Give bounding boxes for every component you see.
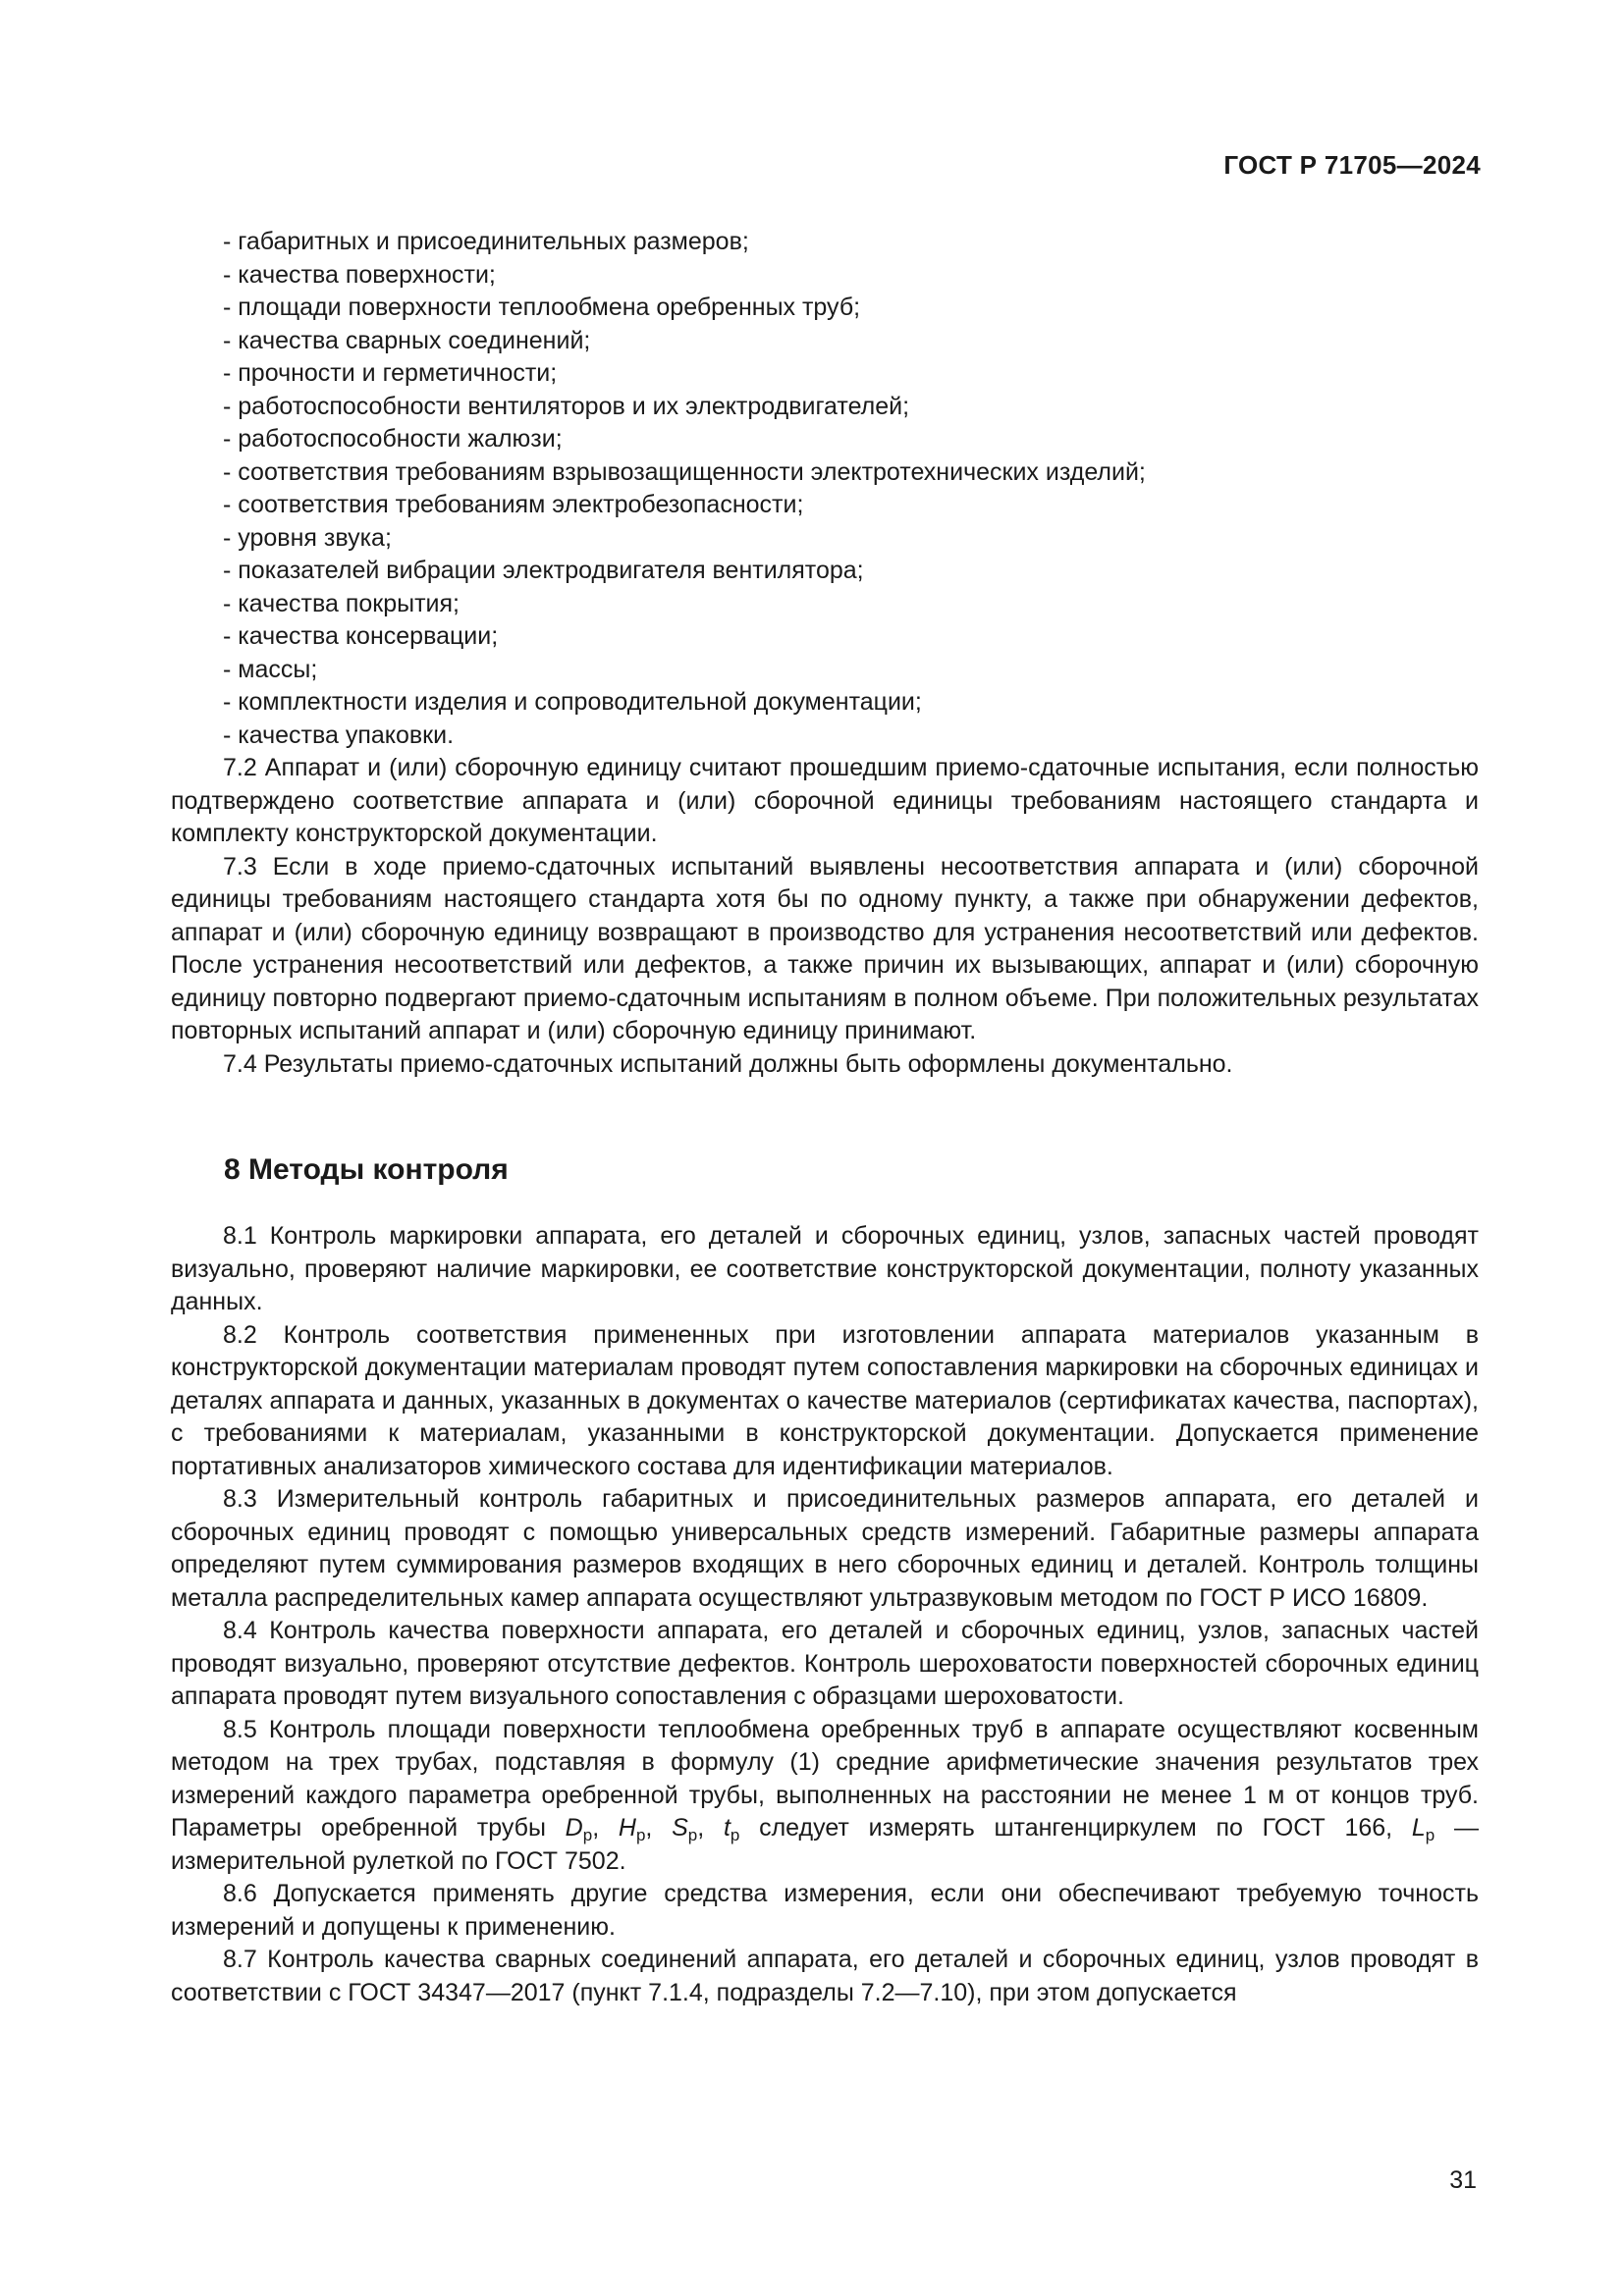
inspection-list [223,226,1480,752]
paragraph-7-3: 7.3 Если в ходе приемо-сдаточных испытаний выявлены несоответствия аппарата и (или) сборочной единицы требованиям настоящего стандарта хотя бы по одному пункту, а также при обнаружении дефектов, аппарат и (или) сборочную единицу возвращают в производство для устранения несоответствий или дефектов. После устранения несоответствий или дефектов, а также причин их вызывающих, аппарат и (или) сборочную единицу повторно подвергают приемо-сдаточным испытаниям в полном объеме. При положительных результатах повторных испытаний аппарат и (или) сборочную единицу принимают. [171,852,1479,1044]
list-item: - качества поверхности; [223,260,496,289]
list-item: - массы; [223,655,318,683]
list-item: - комплектности изделия и сопроводительной документации; [223,688,922,716]
symbol-h: H [618,1814,636,1842]
subscript-p: р [1425,1826,1435,1844]
paragraph-8-6: 8.6 Допускается применять другие средства измерения, если они обеспечивают требуемую точность измерений и допущены к применению. [171,1880,1479,1941]
paragraph-8-7: 8.7 Контроль качества сварных соединений аппарата, его деталей и сборочных единиц, узлов проводят в соответствии с ГОСТ 34347—2017 (пункт 7.1.4, подразделы 7.2—7.10), при этом допускается [171,1946,1479,2006]
list-item: - качества консервации; [223,622,499,650]
subscript-p: р [730,1826,740,1844]
paragraph-8-1: 8.1 Контроль маркировки аппарата, его деталей и сборочных единиц, узлов, запасных частей проводят визуально, проверяют наличие маркировки, ее соответствие конструкторской документации, полноту указанных данных. [171,1222,1479,1315]
list-item: - площади поверхности теплообмена оребренных труб; [223,294,861,321]
list-item: - работоспособности вентиляторов и их электродвигателей; [223,392,910,420]
list-item: - качества покрытия; [223,589,460,617]
symbol-t: t [723,1814,731,1842]
document-header-id: ГОСТ Р 71705—2024 [1223,150,1481,180]
list-item: - соответствия требованиям взрывозащищенности электротехнических изделий; [223,457,1146,486]
paragraph-8-5: 8.5 Контроль площади поверхности теплообмена оребренных труб в аппарате осуществляют косвенным методом на трех трубах, подставляя в формулу (1) средние арифметические значения результатов трех измерений каждого параметра оребренной трубы, выполненных на расстоянии не менее 1 м от концов труб. Параметры оребренной трубы $D_р$, $H_р$, $S_р$, $t_р$ следует измерять штангенциркулем по ГОСТ 166, $L_р$ — измерительной рулеткой по ГОСТ 7502. [171,1715,1479,1875]
section-7-body [171,752,1479,1081]
subscript-p: р [635,1826,646,1844]
list-item: - уровня звука; [223,523,392,552]
paragraph-8-5-text-b: следует измерять штангенциркулем по ГОСТ 166, [759,1814,1393,1842]
paragraph-7-4: 7.4 Результаты приемо-сдаточных испытаний должны быть оформлены документально. [223,1049,1233,1078]
paragraph-8-2: 8.2 Контроль соответствия примененных при изготовлении аппарата материалов указанным в конструкторской документации материалам проводят путем сопоставления маркировки на сборочных единицах и деталях аппарата и данных, указанных в документах о качестве материалов (сертификатах качества, паспортах), с требованиями к материалам, указанными в конструкторской документации. Допускается применение портативных анализаторов химического состава для идентификации материалов. [171,1320,1479,1480]
paragraph-8-4: 8.4 Контроль качества поверхности аппарата, его деталей и сборочных единиц, узлов, запасных частей проводят визуально, проверяют отсутствие дефектов. Контроль шероховатости поверхностей сборочных единиц аппарата проводят путем визуального сопоставления с образцами шероховатости. [171,1617,1479,1710]
paragraph-8-5-text-c: — измерительной рулеткой по ГОСТ 7502. [171,1814,1479,1875]
list-item: - качества сварных соединений; [223,326,591,354]
subscript-p: р [582,1826,593,1844]
list-item: - габаритных и присоединительных размеров; [223,228,749,255]
paragraph-8-5-text-a: 8.5 Контроль площади поверхности теплообмена оребренных труб в аппарате осуществляют косвенным методом на трех трубах, подставляя в формулу (1) средние арифметические значения результатов трех измерений каждого параметра оребренной трубы, выполненных на расстоянии не менее 1 м от концов труб. Параметры оребренной трубы [171,1715,1479,1842]
subscript-p: р [687,1826,698,1844]
list-item: - соответствия требованиям электробезопасности; [223,491,804,518]
section-8-body [171,1220,1479,2009]
symbol-l: L [1411,1814,1426,1842]
paragraph-7-2: 7.2 Аппарат и (или) сборочную единицу считают прошедшим приемо-сдаточные испытания, если полностью подтверждено соответствие аппарата и (или) сборочной единицы требованиям настоящего стандарта и комплекту конструкторской документации. [171,754,1479,847]
section-8-heading: 8 Методы контроля [224,1153,509,1186]
paragraph-8-3: 8.3 Измерительный контроль габаритных и присоединительных размеров аппарата, его деталей и сборочных единиц проводят с помощью универсальных средств измерений. Габаритные размеры аппарата определяют путем суммирования размеров входящих в него сборочных единиц и деталей. Контроль толщины металла распределительных камер аппарата осуществляют ультразвуковым методом по ГОСТ Р ИСО 16809. [171,1485,1479,1612]
page-number: 31 [1449,2166,1477,2194]
symbol-d: D [565,1814,583,1842]
list-item: - качества упаковки. [223,721,455,749]
list-item: - показателей вибрации электродвигателя вентилятора; [223,557,864,584]
symbol-s: S [672,1814,688,1842]
list-item: - работоспособности жалюзи; [223,425,563,453]
list-item: - прочности и герметичности; [223,359,558,387]
